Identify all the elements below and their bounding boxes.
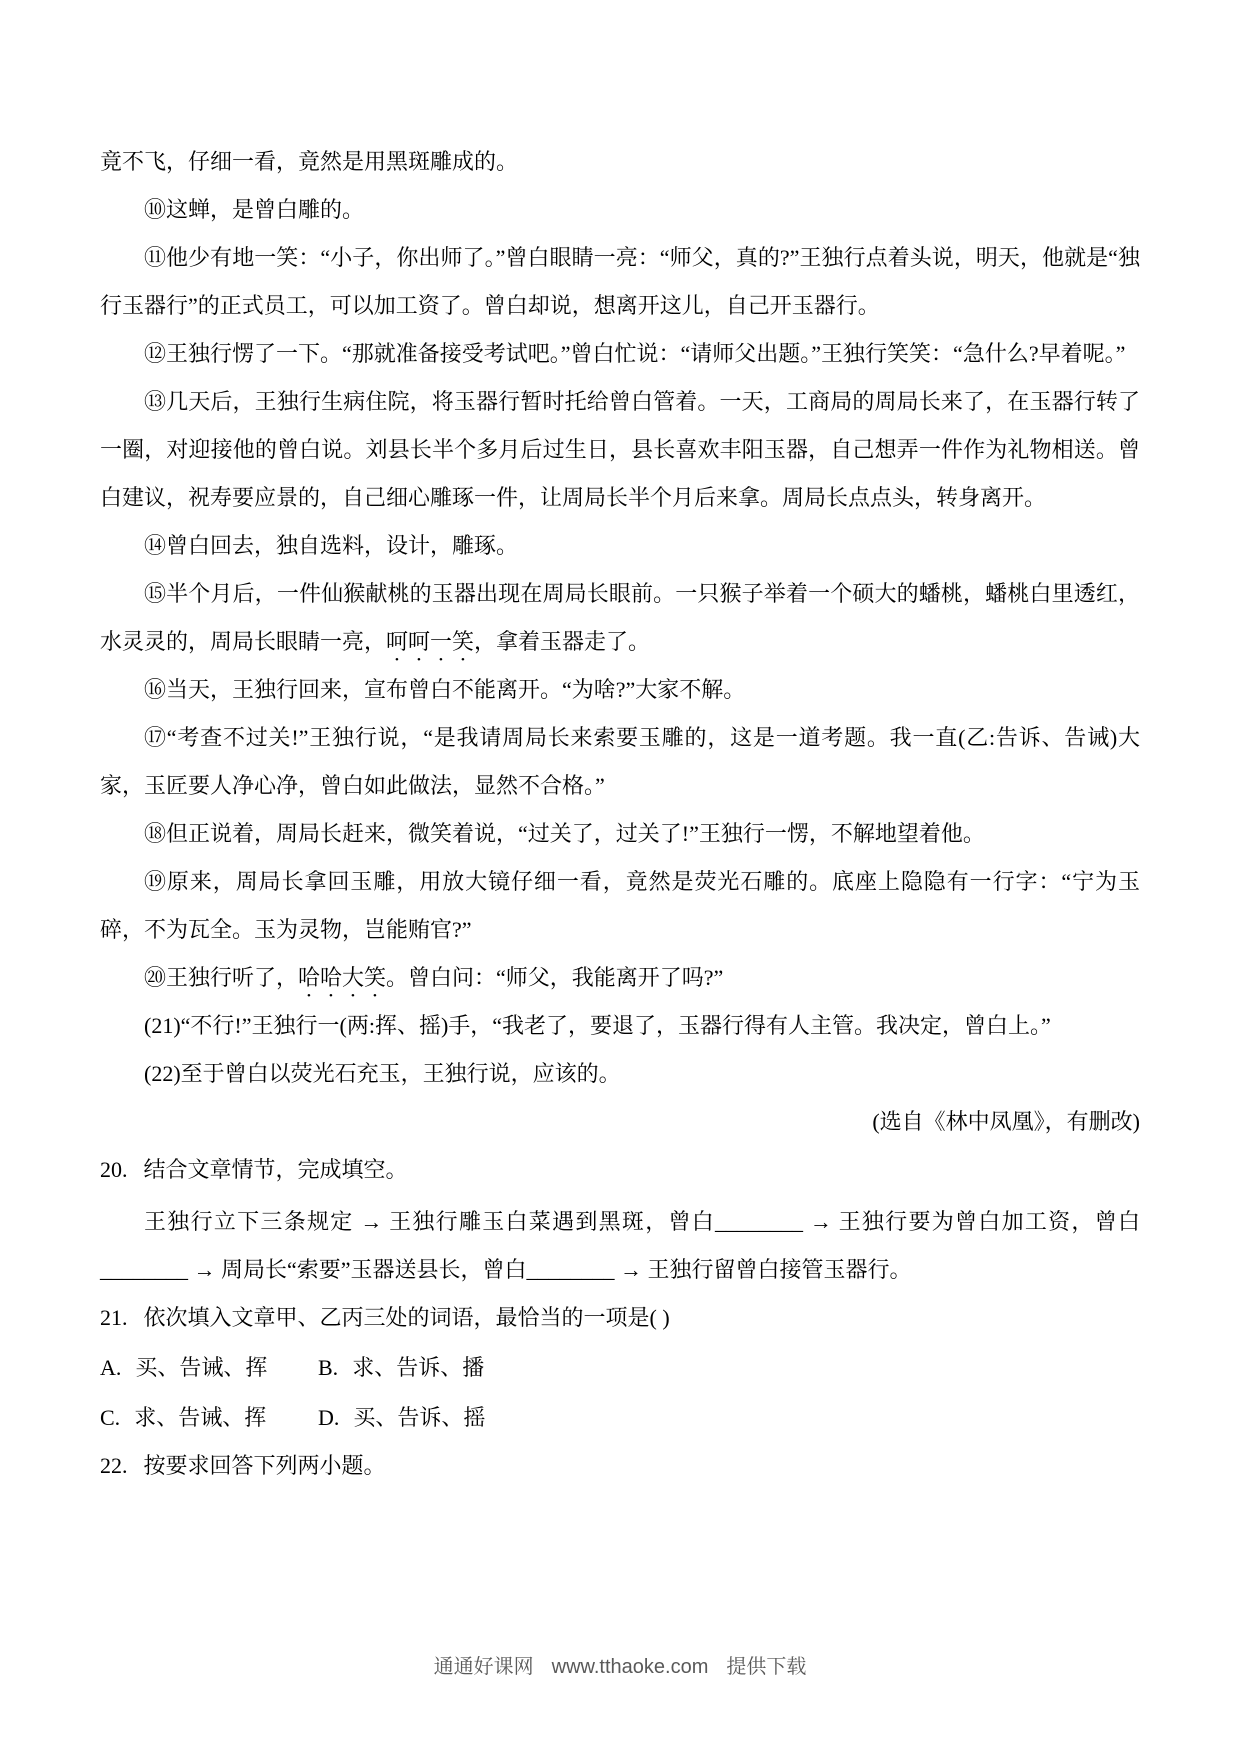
footer-site-name: 通通好课网 (433, 1656, 534, 1678)
article-paragraph-11: ⑪他少有地一笑：“小子，你出师了。”曾白眼睛一亮：“师父，真的?”王独行点着头说，明天，他就是“独行玉器行”的正式员工，可以加工资了。曾白却说，想离开这儿，自己开玉器行。 (100, 245, 1140, 318)
question-20-title-line (100, 1146, 1140, 1194)
article-paragraph-22: (22)至于曾白以荧光石充玉，王独行说，应该的。 (144, 1061, 621, 1086)
option-d (318, 1394, 485, 1442)
option-label: D. (318, 1405, 340, 1430)
question-title: 按要求回答下列两小题。 (143, 1453, 386, 1478)
emphasized-text: 呵呵一笑 (386, 629, 475, 654)
footer-suffix: 提供下载 (726, 1656, 807, 1678)
article-paragraph-14: ⑭曾白回去，独自选料，设计，雕琢。 (144, 533, 519, 558)
paragraph-text: 。曾白问：“师父，我能离开了吗?” (386, 965, 724, 990)
options-row-2 (100, 1394, 1140, 1442)
article-body (100, 138, 1140, 1490)
article-paragraph-12: ⑫王独行愣了一下。“那就准备接受考试吧。”曾白忙说：“请师父出题。”王独行笑笑：“急什么?早着呢。” (144, 341, 1126, 366)
option-text: 买、告诉、摇 (353, 1405, 486, 1430)
article-paragraph-continuation: 竟不飞，仔细一看，竟然是用黑斑雕成的。 (100, 149, 519, 174)
question-20-flow-chart: 王独行立下三条规定 → 王独行雕玉白菜遇到黑斑，曾白________ → 王独行要为曾白加工资，曾白________ → 周局长“索要”玉器送县长，曾白________ → 王独行留曾白接管玉器行。 (100, 1209, 1140, 1282)
option-text: 买、告诫、挥 (135, 1355, 268, 1380)
question-20 (100, 1146, 1140, 1294)
paragraph-text: ⑮半个月后，一件仙猴献桃的玉器出现在周局长眼前。一只猴子举着一个硕大的蟠桃，蟠桃白里透红，水灵灵的，周局长眼睛一亮， (100, 581, 1140, 654)
article-paragraph-18: ⑱但正说着，周局长赶来，微笑着说，“过关了，过关了!”王独行一愣，不解地望着他。 (144, 821, 985, 846)
option-b (318, 1344, 484, 1392)
question-22 (100, 1442, 1140, 1490)
article-paragraph-17: ⑰“考查不过关!”王独行说，“是我请周局长来索要玉雕的，这是一道考题。我一直(乙:告诉、告诫)大家，玉匠要人净心净，曾白如此做法，显然不合格。” (100, 725, 1140, 798)
article-paragraph-15 (100, 570, 1140, 666)
emphasized-text: 哈哈大笑 (298, 965, 387, 990)
article-paragraph-10: ⑩这蝉，是曾白雕的。 (144, 197, 365, 222)
footer-url: www.tthaoke.com (551, 1656, 709, 1678)
article-paragraph-19: ⑲原来，周局长拿回玉雕，用放大镜仔细一看，竟然是荧光石雕的。底座上隐隐有一行字：“宁为玉碎，不为瓦全。玉为灵物，岂能贿官?” (100, 869, 1140, 942)
article-paragraph-13: ⑬几天后，王独行生病住院，将玉器行暂时托给曾白管着。一天，工商局的周局长来了，在玉器行转了一圈，对迎接他的曾白说。刘县长半个多月后过生日，县长喜欢丰阳玉器，自己想弄一件作为礼物相送。曾白建议，祝寿要应景的，自己细心雕琢一件，让周局长半个月后来拿。周局长点点头，转身离开。 (100, 389, 1140, 510)
paragraph-text: ，拿着玉器走了。 (474, 629, 651, 654)
question-title: 结合文章情节，完成填空。 (143, 1157, 408, 1182)
question-number: 20. (100, 1157, 128, 1182)
option-c (100, 1394, 318, 1442)
paragraph-text: ⑳王独行听了， (144, 965, 299, 990)
options-row-1 (100, 1344, 1140, 1392)
option-text: 求、告诫、挥 (134, 1405, 267, 1430)
question-number: 22. (100, 1453, 128, 1478)
question-22-title-line (100, 1442, 1140, 1490)
question-21 (100, 1294, 1140, 1442)
option-a (100, 1344, 318, 1392)
option-label: B. (318, 1355, 339, 1380)
option-text: 求、告诉、播 (352, 1355, 485, 1380)
article-paragraph-16: ⑯当天，王独行回来，宣布曾白不能离开。“为啥?”大家不解。 (144, 677, 746, 702)
article-paragraph-21: (21)“不行!”王独行一(两:挥、摇)手，“我老了，要退了，玉器行得有人主管。我决定，曾白上。” (144, 1013, 1051, 1038)
question-title: 依次填入文章甲、乙丙三处的词语，最恰当的一项是( ) (143, 1305, 670, 1330)
option-label: C. (100, 1405, 121, 1430)
article-paragraph-20 (100, 954, 1140, 1002)
source-attribution: (选自《林中凤凰》，有删改) (872, 1109, 1140, 1134)
question-number: 21. (100, 1305, 128, 1330)
question-21-title-line (100, 1294, 1140, 1342)
option-label: A. (100, 1355, 122, 1380)
page-footer (0, 1652, 1240, 1682)
